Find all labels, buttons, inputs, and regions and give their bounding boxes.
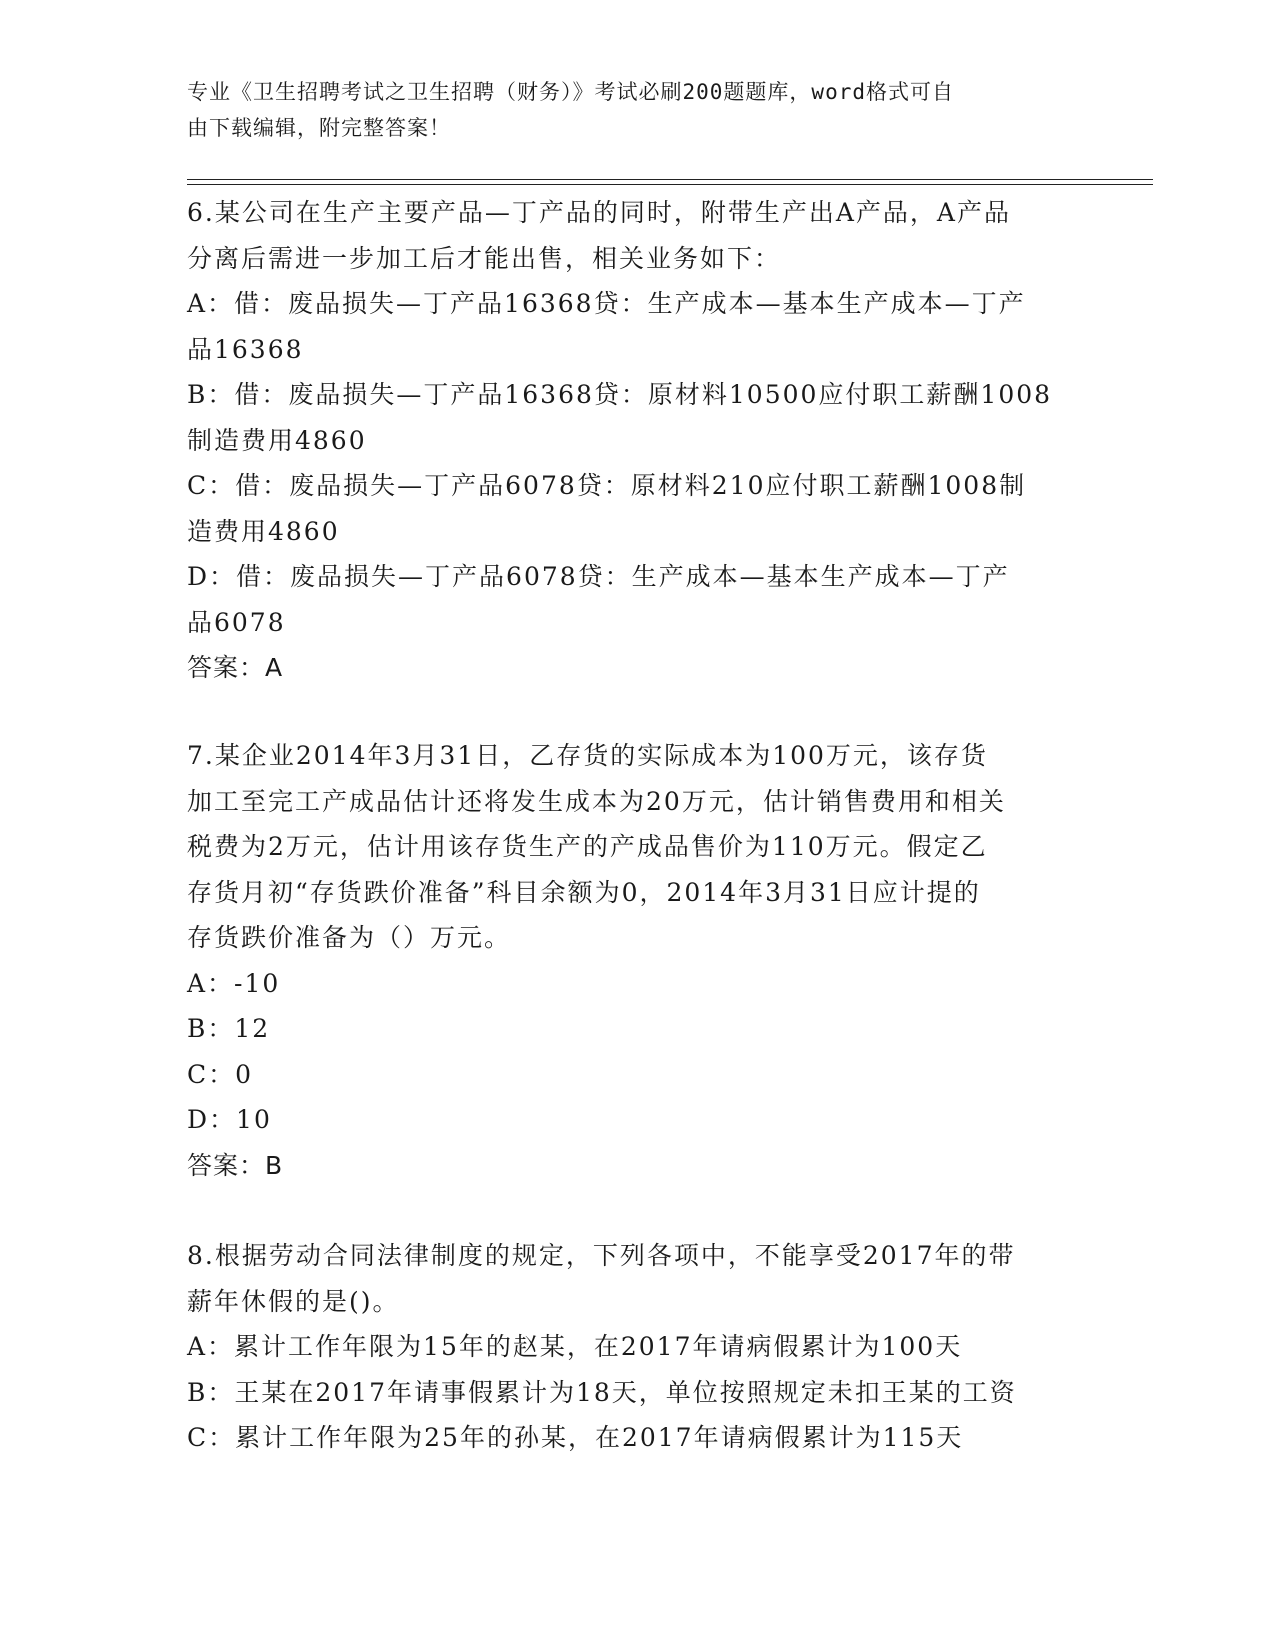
option-b: B：12 [187, 1014, 271, 1043]
question-7 [187, 733, 1087, 1188]
option-a: A：累计工作年限为15年的赵某，在2017年请病假累计为100天 [187, 1332, 963, 1361]
question-text-line: 税费为2万元，估计用该存货生产的产成品售价为110万元。假定乙 [187, 832, 988, 861]
option-a-line: A：借：废品损失—丁产品16368贷：生产成本—基本生产成本—丁产 [187, 289, 1026, 318]
header-divider-top [187, 179, 1153, 180]
header-line-2: 由下载编辑，附完整答案！ [187, 116, 451, 140]
question-8 [187, 1233, 1087, 1461]
question-text-line: 分离后需进一步加工后才能出售，相关业务如下： [187, 243, 782, 273]
option-c-line: C：借：废品损失—丁产品6078贷：原材料210应付职工薪酬1008制 [187, 471, 1027, 500]
option-d-line: D：借：废品损失—丁产品6078贷：生产成本—基本生产成本—丁产 [187, 562, 1010, 591]
question-text-line: 薪年休假的是()。 [187, 1286, 400, 1316]
question-text-line: 存货跌价准备为（）万元。 [187, 923, 512, 952]
question-text-line: 7.某企业2014年3月31日，乙存货的实际成本为100万元，该存货 [187, 741, 988, 770]
option-c: C：累计工作年限为25年的孙某，在2017年请病假累计为115天 [187, 1423, 964, 1452]
header-divider-bottom [187, 184, 1153, 185]
option-d: D：10 [187, 1105, 272, 1134]
question-text-line: 8.根据劳动合同法律制度的规定，下列各项中，不能享受2017年的带 [187, 1241, 1016, 1270]
option-c-continuation: 造费用4860 [187, 516, 340, 546]
question-text-line: 6.某公司在生产主要产品—丁产品的同时，附带生产出A产品，A产品 [187, 198, 1011, 227]
option-b-line: B：借：废品损失—丁产品16368贷：原材料10500应付职工薪酬1008 [187, 380, 1053, 409]
option-b-continuation: 制造费用4860 [187, 425, 367, 455]
answer-label: 答案：B [187, 1150, 284, 1180]
option-a: A：-10 [187, 968, 281, 998]
option-d-continuation: 品6078 [187, 607, 286, 637]
option-b: B：王某在2017年请事假累计为18天，单位按照规定未扣王某的工资 [187, 1377, 1017, 1407]
option-c: C：0 [187, 1059, 254, 1089]
answer-label: 答案：A [187, 653, 284, 682]
option-a-continuation: 品16368 [187, 334, 304, 364]
question-text-line: 加工至完工产成品估计还将发生成本为20万元，估计销售费用和相关 [187, 786, 1006, 816]
question-6 [187, 190, 1087, 691]
document-header [187, 74, 1067, 146]
header-line-1: 专业《卫生招聘考试之卫生招聘（财务）》考试必刷200题题库，word格式可自 [187, 80, 954, 104]
question-text-line: 存货月初“存货跌价准备”科目余额为0，2014年3月31日应计提的 [187, 877, 981, 907]
